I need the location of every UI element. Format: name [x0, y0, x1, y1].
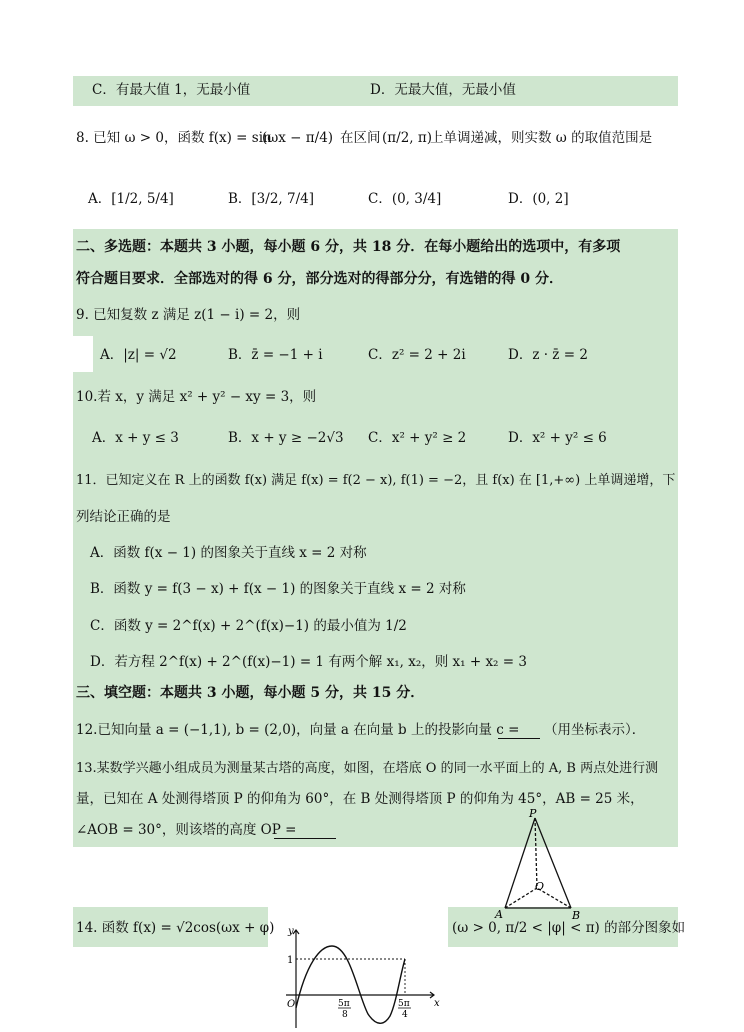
q9-stem: 9. 已知复数 z 满足 z(1 − i) = 2，则: [76, 307, 301, 323]
q8-option-b: B．[3/2, 7/4]: [228, 191, 314, 207]
graph-label-y: y: [288, 926, 294, 937]
q12-suffix: （用坐标表示）．: [544, 722, 646, 738]
graph-tick-b-denominator: 4: [402, 1010, 408, 1020]
q11-option-d: D．若方程 2^f(x) + 2^(f(x)−1) = 1 有两个解 x₁, x₂，则 x₁ + x₂ = 3: [90, 654, 527, 670]
q10-option-c: C．x² + y² ≥ 2: [368, 430, 467, 446]
q13-line1: 13.某数学兴趣小组成员为测量某古塔的高度，如图，在塔底 O 的同一水平面上的 A, B 两点处进行测: [76, 761, 659, 776]
q7-option-d: D．无最大值，无最小值: [370, 82, 516, 98]
q8-stem-prefix: 8. 已知 ω > 0，函数 f(x) = sin: [76, 130, 272, 146]
q12-answer-blank[interactable]: [498, 724, 540, 739]
graph-tick-a-denominator: 8: [342, 1010, 348, 1020]
q13-answer-blank[interactable]: [274, 824, 336, 839]
q10-option-d: D．x² + y² ≤ 6: [508, 430, 607, 446]
q11-option-b: B．函数 y = f(3 − x) + f(x − 1) 的图象关于直线 x = 2 对称: [90, 581, 466, 597]
q11-stem-line1: 11．已知定义在 R 上的函数 f(x) 满足 f(x) = f(2 − x), f(1) = −2，且 f(x) 在 [1,+∞) 上单调递增，下: [76, 473, 676, 488]
q9-option-c: C．z² = 2 + 2i: [368, 347, 466, 363]
graph-tick-a-numerator: 5π: [338, 999, 350, 1009]
q9-options-band-gap: [73, 336, 93, 372]
q11-stem-line2: 列结论正确的是: [76, 509, 171, 525]
q12-stem: 12.已知向量 a = (−1,1), b = (2,0)，向量 a 在向量 b 上的投影向量 c =: [76, 722, 520, 738]
tower-label-o: O: [535, 880, 545, 893]
cosine-graph: [284, 924, 444, 1032]
tower-figure: [488, 806, 588, 924]
q8-option-d: D．(0, 2]: [508, 191, 569, 207]
q10-stem: 10.若 x，y 满足 x² + y² − xy = 3，则: [76, 389, 317, 405]
q14-stem-left: 14. 函数 f(x) = √2cos(ωx + φ): [76, 920, 275, 936]
graph-label-origin: O: [287, 999, 296, 1010]
q9-option-d: D．z · z̄ = 2: [508, 347, 588, 363]
q8-option-c: C．(0, 3/4]: [368, 191, 442, 207]
q8-option-a: A．[1/2, 5/4]: [88, 191, 174, 207]
graph-tick-b-numerator: 5π: [398, 999, 410, 1009]
tower-label-b: B: [572, 909, 581, 922]
tower-label-a: A: [495, 908, 503, 921]
q10-option-a: A．x + y ≤ 3: [92, 430, 179, 446]
section3-heading: 三、填空题：本题共 3 小题，每小题 5 分，共 15 分．: [76, 685, 425, 701]
q11-option-c: C．函数 y = 2^f(x) + 2^(f(x)−1) 的最小值为 1/2: [90, 618, 407, 634]
q13-line2: 量，已知在 A 处测得塔顶 P 的仰角为 60°，在 B 处测得塔顶 P 的仰角为 45°，AB = 25 米，: [76, 791, 644, 807]
graph-label-one: 1: [287, 955, 294, 966]
tower-label-p: P: [529, 807, 537, 820]
q13-line3: ∠AOB = 30°，则该塔的高度 OP =: [76, 822, 297, 838]
section2-heading-line1: 二、多选题：本题共 3 小题，每小题 6 分，共 18 分．在每小题给出的选项中，有多项: [76, 239, 621, 255]
q8-stem-interval: (π/2, π): [382, 130, 432, 146]
q8-stem-middle: 在区间: [340, 130, 381, 146]
section2-heading-line2: 符合题目要求．全部选对的得 6 分，部分选对的得部分分，有选错的得 0 分．: [76, 271, 563, 287]
q10-option-b: B．x + y ≥ −2√3: [228, 430, 344, 446]
q14-stem-right: (ω > 0, π/2 < |φ| < π) 的部分图象如: [452, 920, 686, 936]
q7-option-c: C．有最大值 1，无最小值: [92, 82, 251, 98]
q9-option-b: B．z̄ = −1 + i: [228, 347, 323, 363]
q9-option-a: A．|z| = √2: [100, 347, 177, 363]
q8-stem-suffix: 上单调递减，则实数 ω 的取值范围是: [430, 130, 653, 146]
graph-label-x: x: [434, 998, 440, 1009]
q11-option-a: A．函数 f(x − 1) 的图象关于直线 x = 2 对称: [90, 545, 367, 561]
q8-stem-paren: (ωx − π/4): [262, 130, 334, 146]
